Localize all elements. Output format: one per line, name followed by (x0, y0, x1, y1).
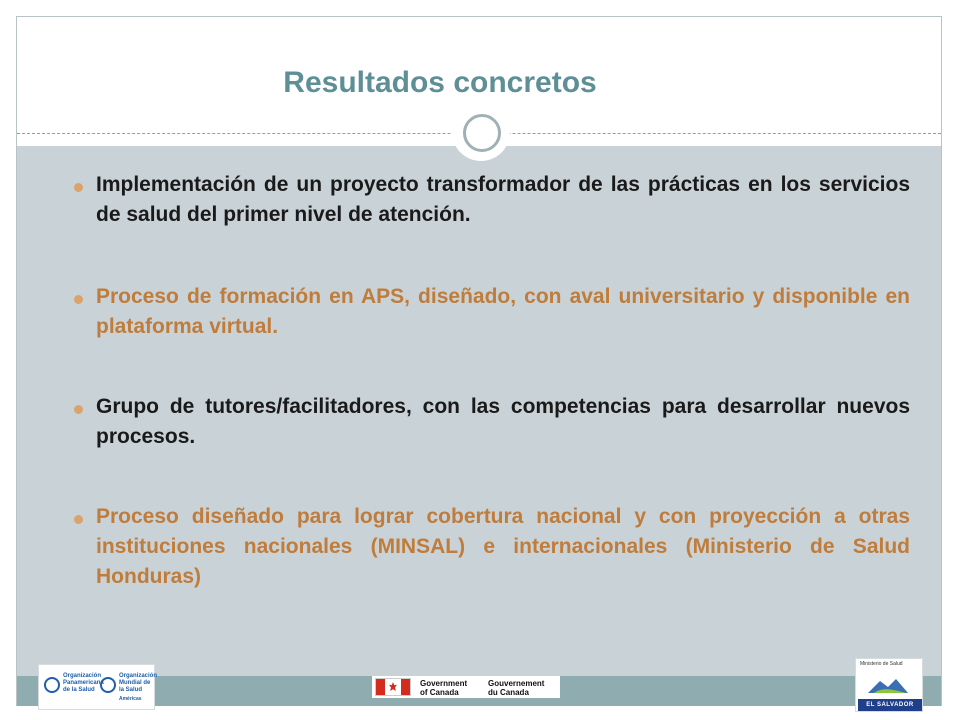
circle-ring-icon (463, 114, 501, 152)
minsal-top-text: Ministerio de Salud (860, 661, 903, 667)
canada-fr-line1: Gouvernement (488, 679, 545, 688)
list-item-text: Grupo de tutores/facilitadores, con las competencias para desarrollar nuevos procesos. (96, 395, 910, 448)
government-of-canada-logo (372, 676, 560, 698)
canada-flag-icon (375, 678, 411, 696)
results-list (96, 170, 910, 592)
globe-icon (100, 677, 116, 693)
oms-logo-right (97, 671, 158, 705)
oms-logo-subtext: Américas (119, 696, 142, 702)
list-item (96, 502, 910, 592)
ops-oms-logo (38, 664, 158, 710)
canada-english-text (420, 679, 467, 697)
mountain-emblem-icon (866, 673, 910, 697)
list-item (96, 282, 910, 342)
canada-fr-line2: du Canada (488, 688, 529, 697)
list-item (96, 170, 910, 230)
dot-bullet-icon (74, 515, 83, 524)
list-item-text: Implementación de un proyecto transformador de las prácticas en los servicios de salud del primer nivel de atención. (96, 173, 910, 226)
minsal-bottom-text: EL SALVADOR (858, 699, 922, 711)
canada-en-line2: of Canada (420, 688, 459, 697)
globe-icon (44, 677, 60, 693)
canada-french-text (488, 679, 544, 697)
slide-title: Resultados concretos (283, 66, 597, 99)
list-item (96, 392, 910, 452)
ops-logo-left (41, 671, 104, 705)
dot-bullet-icon (74, 405, 83, 414)
canada-en-line1: Government (420, 679, 468, 688)
minsal-el-salvador-logo (855, 658, 923, 712)
dot-bullet-icon (74, 295, 83, 304)
oms-logo-text: Organización Mundial de la Salud (119, 673, 158, 693)
ops-logo-text: Organización Panamericana de la Salud (63, 673, 104, 693)
dot-bullet-icon (74, 183, 83, 192)
list-item-text: Proceso de formación en APS, diseñado, con aval universitario y disponible en plataforma virtual. (96, 285, 910, 338)
list-item-text: Proceso diseñado para lograr cobertura nacional y con proyección a otras instituciones nacionales (MINSAL) e internacionales (Ministerio de Salud Honduras) (96, 505, 910, 588)
